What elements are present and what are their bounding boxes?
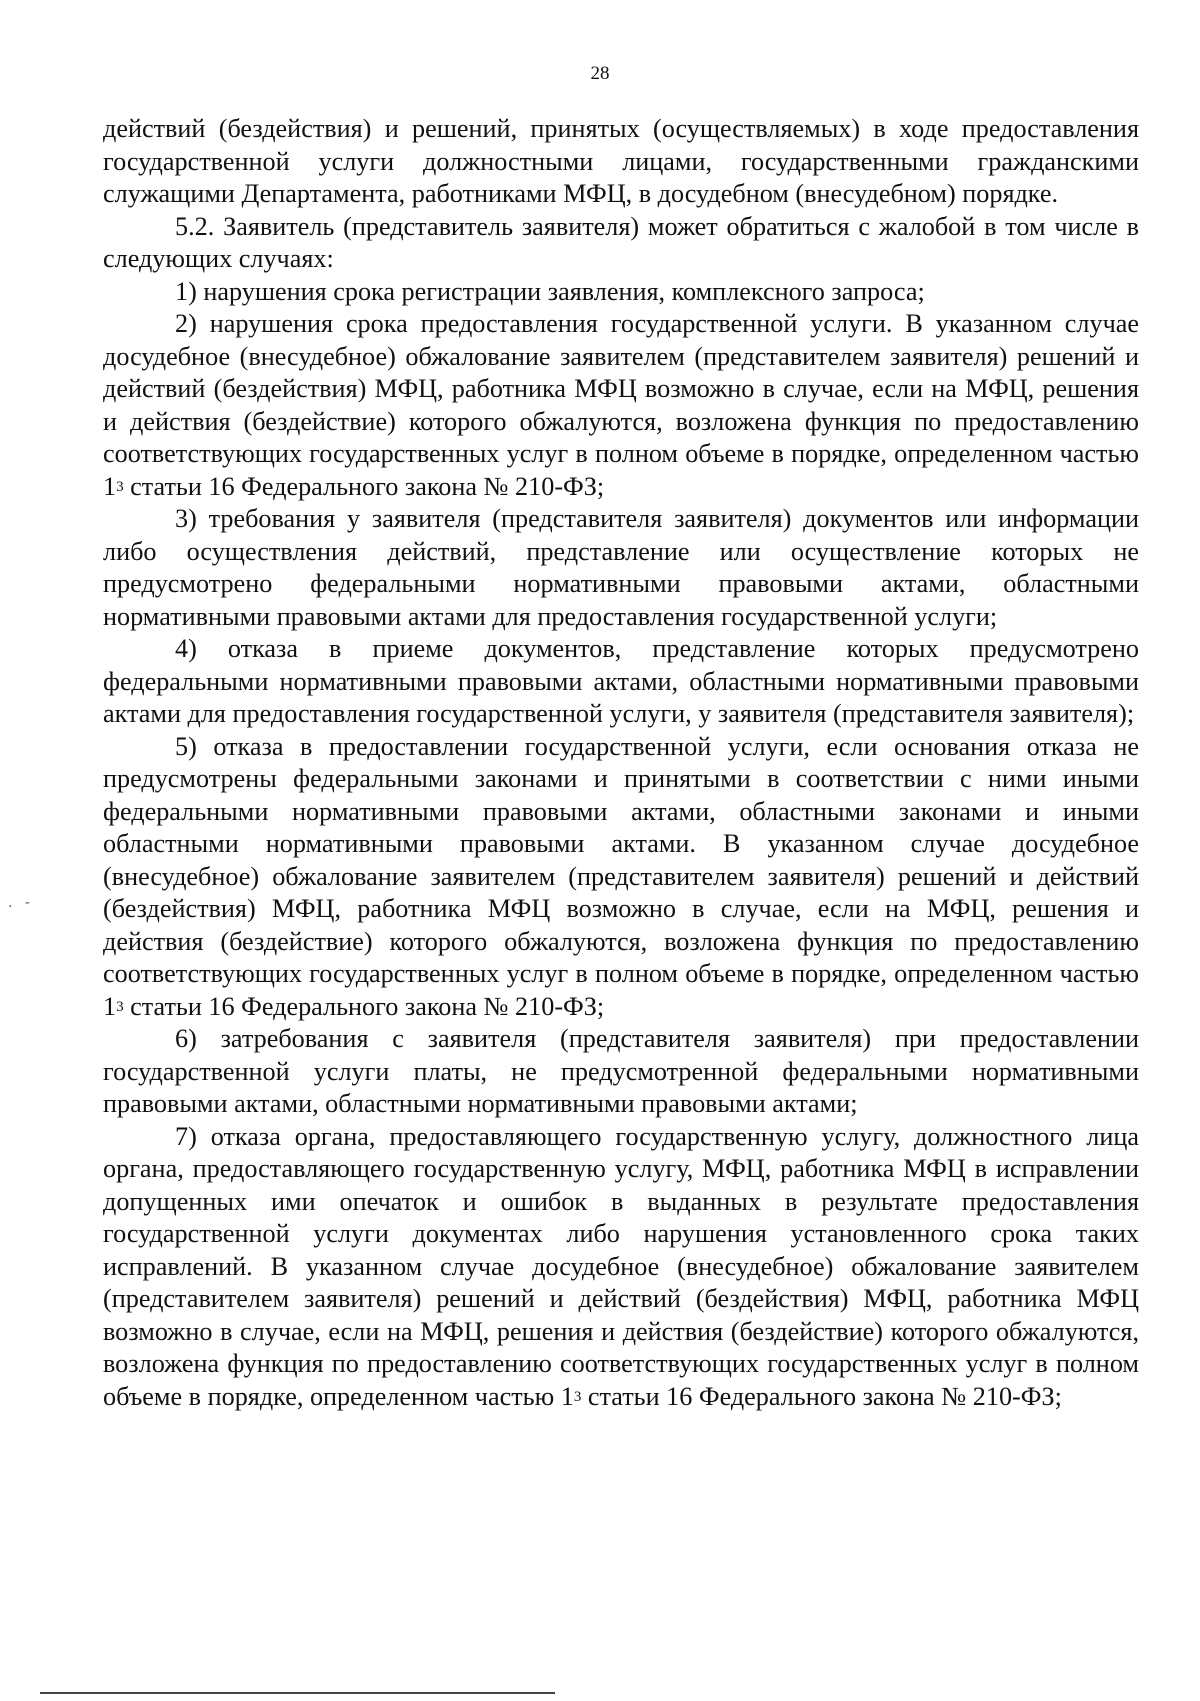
- paragraph-text: действий (бездействия) и решений, принятых (осуществляемых) в ходе предоставления государственной услуги должностными лицами, государственными гражданскими служащими Департамента, работниками МФЦ, в досудебном (внесудебном) порядке.: [103, 114, 1139, 208]
- superscript: 3: [116, 998, 124, 1015]
- paragraph: [103, 308, 1139, 503]
- paragraph-text: статьи 16 Федерального закона № 210-ФЗ;: [123, 991, 605, 1021]
- paragraph: [103, 731, 1139, 1024]
- paragraph: [103, 633, 1139, 731]
- paragraph-text: 1) нарушения срока регистрации заявления, комплексного запроса;: [175, 276, 925, 306]
- superscript: 3: [116, 478, 124, 495]
- paragraph: [103, 211, 1139, 276]
- paragraph-text: 6) затребования с заявителя (представителя заявителя) при предоставлении государственной услуги платы, не предусмотренной федеральными нормативными правовыми актами, областными нормативными правовыми актами;: [103, 1024, 1139, 1118]
- paragraph-text: 5) отказа в предоставлении государственной услуги, если основания отказа не предусмотрены федеральными законами и принятыми в соответствии с ними иными федеральными нормативными правовыми актами, областными законами и иными областными нормативными правовыми актами. В указанном случае досудебное (внесудебное) обжалование заявителем (представителем заявителя) решений и действий (бездействия) МФЦ, работника МФЦ возможно в случае, если на МФЦ, решения и действия (бездействие) которого обжалуются, возложена функция по предоставлению соответствующих государственных услуг в полном объеме в порядке, определенном частью 1: [103, 731, 1139, 1021]
- paragraph: [103, 503, 1139, 633]
- paragraph: [103, 276, 1139, 309]
- document-body: [103, 113, 1139, 1413]
- paragraph-text: статьи 16 Федерального закона № 210-ФЗ;: [581, 1381, 1062, 1411]
- paragraph-text: 7) отказа органа, предоставляющего государственную услугу, должностного лица органа, предоставляющего государственную услугу, МФЦ, работника МФЦ в исправлении допущенных ими опечаток и ошибок в выданных в результате предоставления государственной услуги документах либо нарушения установленного срока таких исправлений. В указанном случае досудебное (внесудебное) обжалование заявителем (представителем заявителя) решений и действий (бездействия) МФЦ, работника МФЦ возможно в случае, если на МФЦ, решения и действия (бездействие) которого обжалуются, возложена функция по предоставлению соответствующих государственных услуг в полном объеме в порядке, определенном частью 1: [103, 1121, 1139, 1411]
- paragraph: [103, 1023, 1139, 1121]
- paragraph-text: 4) отказа в приеме документов, представление которых предусмотрено федеральными нормативными правовыми актами, областными нормативными правовыми актами для предоставления государственной услуги, у заявителя (представителя заявителя);: [103, 634, 1139, 728]
- paragraph-text: 3) требования у заявителя (представителя заявителя) документов или информации либо осуществления действий, представление или осуществление которых не предусмотрено федеральными нормативными правовыми актами, областными нормативными правовыми актами для предоставления государственной услуги;: [103, 504, 1139, 631]
- paragraph-text: 2) нарушения срока предоставления государственной услуги. В указанном случае досудебное (внесудебное) обжалование заявителем (представителем заявителя) решений и действий (бездействия) МФЦ, работника МФЦ возможно в случае, если на МФЦ, решения и действия (бездействие) которого обжалуются, возложена функция по предоставлению соответствующих государственных услуг в полном объеме в порядке, определенном частью 1: [103, 309, 1139, 501]
- superscript: 3: [573, 1388, 582, 1405]
- paragraph: [103, 113, 1139, 211]
- paragraph-text: 5.2. Заявитель (представитель заявителя) может обратиться с жалобой в том числе в следующих случаях:: [103, 211, 1139, 273]
- paragraph-text: статьи 16 Федерального закона № 210-ФЗ;: [123, 471, 605, 501]
- paragraph: [103, 1121, 1139, 1414]
- page-number: 28: [590, 63, 610, 84]
- margin-mark: . -: [8, 895, 34, 911]
- scan-edge-line: [40, 1692, 555, 1694]
